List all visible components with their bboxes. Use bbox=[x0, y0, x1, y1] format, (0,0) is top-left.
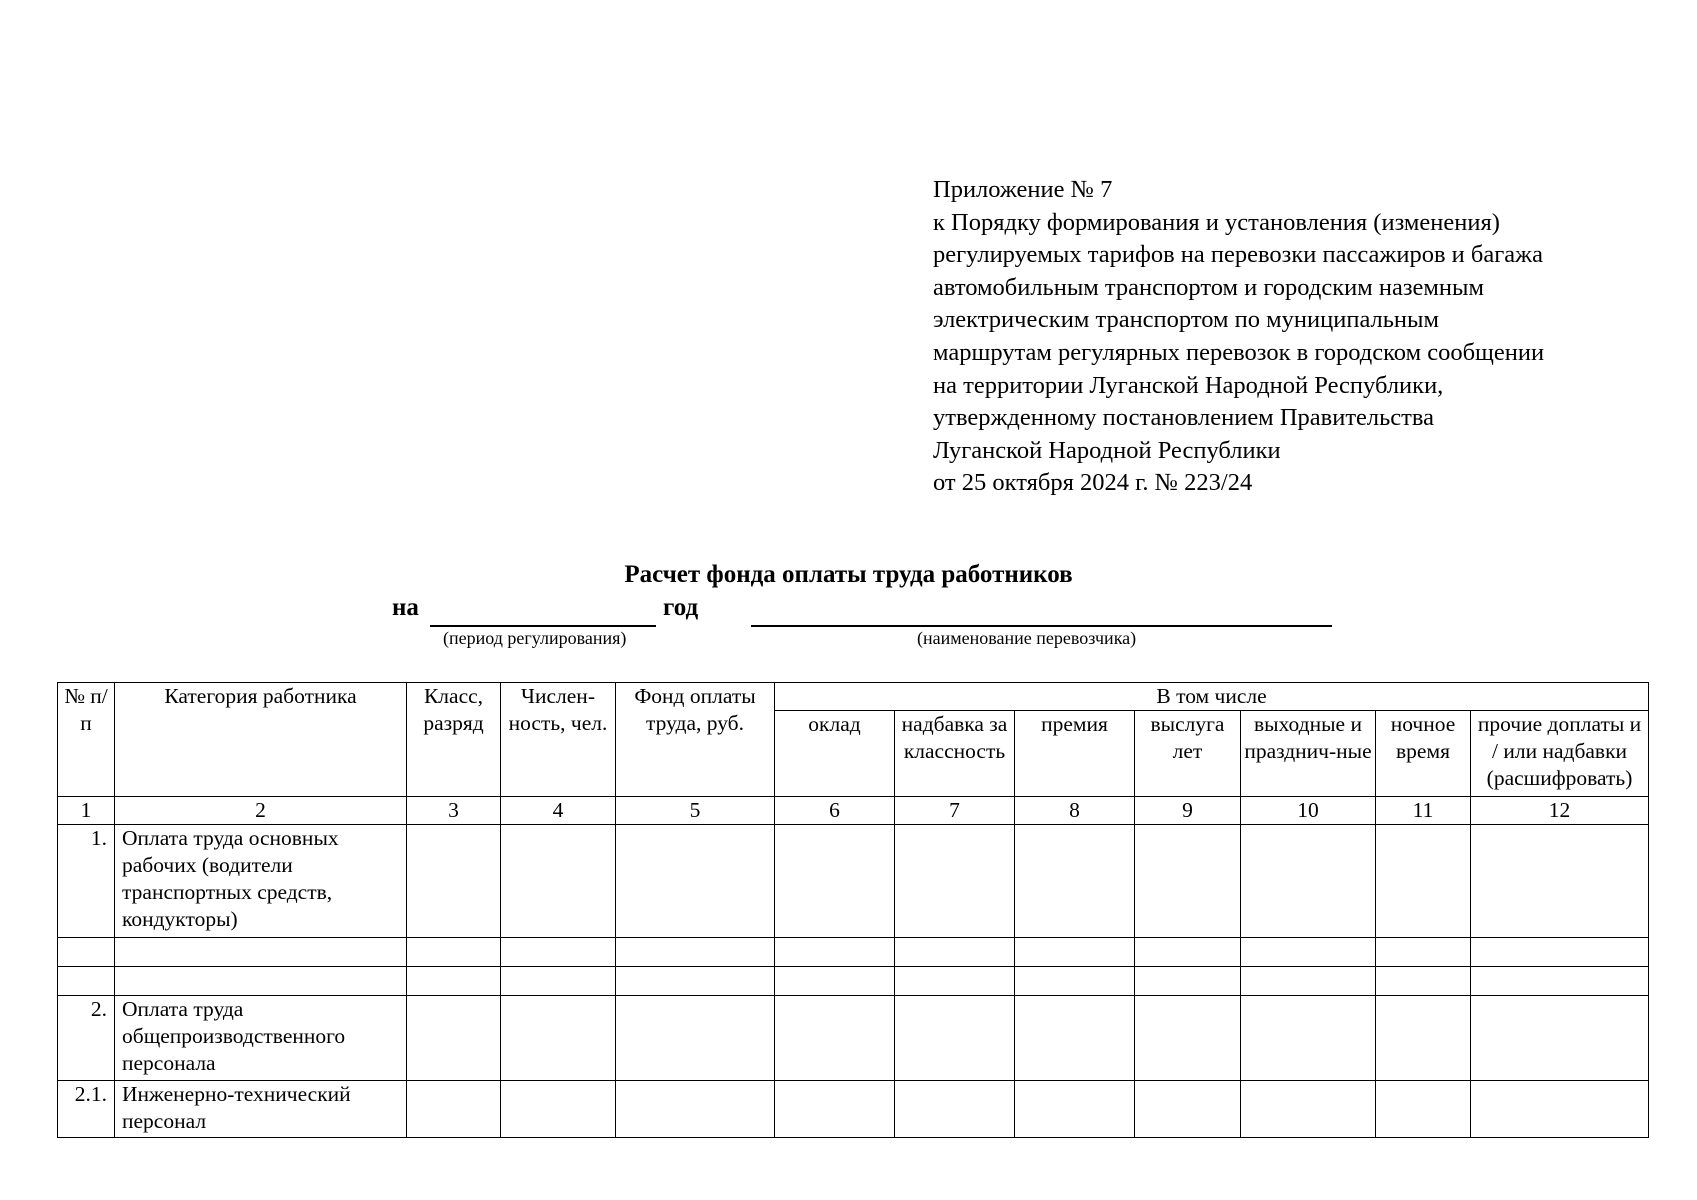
header-num: № п/п bbox=[58, 683, 115, 797]
table-cell bbox=[1135, 996, 1241, 1081]
table-cell bbox=[407, 1081, 501, 1138]
table-cell bbox=[1241, 996, 1376, 1081]
table-cell bbox=[616, 967, 775, 996]
table-cell bbox=[1015, 996, 1135, 1081]
row-num bbox=[58, 938, 115, 967]
header-other: прочие доплаты и / или надбавки (расшифровать) bbox=[1471, 711, 1649, 797]
header-class-bonus: надбавка за классность bbox=[895, 711, 1015, 797]
header-night: ночное время bbox=[1376, 711, 1471, 797]
payroll-table bbox=[57, 682, 1649, 1138]
column-number: 9 bbox=[1135, 797, 1241, 825]
table-cell bbox=[1241, 938, 1376, 967]
table-cell bbox=[407, 996, 501, 1081]
table-cell bbox=[501, 996, 616, 1081]
header-salary: оклад bbox=[775, 711, 895, 797]
table-cell bbox=[1135, 1081, 1241, 1138]
table-row bbox=[58, 825, 1649, 938]
table-cell bbox=[775, 996, 895, 1081]
table-cell bbox=[1015, 938, 1135, 967]
table-cell bbox=[407, 825, 501, 938]
table-cell bbox=[775, 967, 895, 996]
header-seniority: выслуга лет bbox=[1135, 711, 1241, 797]
table-cell bbox=[1135, 825, 1241, 938]
table-cell bbox=[895, 967, 1015, 996]
row-num: 2.1. bbox=[58, 1081, 115, 1138]
table-cell bbox=[1471, 967, 1649, 996]
table-cell bbox=[616, 938, 775, 967]
table-row bbox=[58, 996, 1649, 1081]
table-cell bbox=[1376, 996, 1471, 1081]
header-holidays: выходные и празднич-ные bbox=[1241, 711, 1376, 797]
table-cell bbox=[501, 825, 616, 938]
subtitle-prefix: на bbox=[392, 594, 419, 621]
row-category: Оплата труда общепроизводственного персонала bbox=[115, 996, 407, 1081]
period-blank-line bbox=[430, 625, 656, 627]
row-category: Инженерно-технический персонал bbox=[115, 1081, 407, 1138]
table-cell bbox=[895, 1081, 1015, 1138]
table-cell bbox=[1471, 1081, 1649, 1138]
table-cell bbox=[1015, 967, 1135, 996]
appendix-line: маршрутам регулярных перевозок в городском сообщении bbox=[933, 338, 1545, 366]
table-cell bbox=[407, 967, 501, 996]
table-row bbox=[58, 938, 1649, 967]
appendix-line: Приложение № 7 bbox=[933, 176, 1113, 203]
row-category bbox=[115, 938, 407, 967]
column-number: 4 bbox=[501, 797, 616, 825]
appendix-line: регулируемых тарифов на перевозки пассажиров и багажа bbox=[933, 241, 1543, 269]
table-row bbox=[58, 967, 1649, 996]
column-number: 10 bbox=[1241, 797, 1376, 825]
appendix-line: утвержденному постановлением Правительства bbox=[933, 404, 1434, 432]
table-cell bbox=[895, 825, 1015, 938]
appendix-line: на территории Луганской Народной Республики, bbox=[933, 371, 1444, 399]
table-cell bbox=[501, 938, 616, 967]
header-fund: Фонд оплаты труда, руб. bbox=[616, 683, 775, 797]
row-num: 2. bbox=[58, 996, 115, 1081]
table-cell bbox=[1376, 1081, 1471, 1138]
table-cell bbox=[1135, 967, 1241, 996]
table-cell bbox=[1471, 938, 1649, 967]
appendix-line: электрическим транспортом по муниципальным bbox=[933, 306, 1440, 334]
header-headcount: Числен-ность, чел. bbox=[501, 683, 616, 797]
header-class: Класс, разряд bbox=[407, 683, 501, 797]
table-cell bbox=[1015, 1081, 1135, 1138]
column-number: 8 bbox=[1015, 797, 1135, 825]
table-cell bbox=[1015, 825, 1135, 938]
table-cell bbox=[1135, 938, 1241, 967]
carrier-hint: (наименование перевозчика) bbox=[917, 628, 1137, 648]
document-title: Расчет фонда оплаты труда работников bbox=[624, 561, 1073, 588]
column-number: 12 bbox=[1471, 797, 1649, 825]
table-cell bbox=[775, 1081, 895, 1138]
table-cell bbox=[1241, 825, 1376, 938]
table-cell bbox=[1376, 938, 1471, 967]
row-category: Оплата труда основных рабочих (водители транспортных средств, кондукторы) bbox=[115, 825, 407, 938]
row-category bbox=[115, 967, 407, 996]
table-row bbox=[58, 1081, 1649, 1138]
appendix-line: автомобильным транспортом и городским наземным bbox=[933, 273, 1484, 301]
table-cell bbox=[501, 967, 616, 996]
table-cell bbox=[1471, 996, 1649, 1081]
carrier-blank-line bbox=[751, 625, 1332, 627]
header-category: Категория работника bbox=[115, 683, 407, 797]
appendix-line: от 25 октября 2024 г. № 223/24 bbox=[933, 469, 1253, 497]
table-cell bbox=[1471, 825, 1649, 938]
table-cell bbox=[895, 996, 1015, 1081]
table-cell bbox=[407, 938, 501, 967]
table-cell bbox=[895, 938, 1015, 967]
table-cell bbox=[1241, 967, 1376, 996]
table-cell bbox=[616, 825, 775, 938]
period-hint: (период регулирования) bbox=[443, 628, 627, 648]
table-cell bbox=[616, 1081, 775, 1138]
column-number: 2 bbox=[115, 797, 407, 825]
column-numbers-row bbox=[58, 797, 1649, 825]
table-cell bbox=[1376, 825, 1471, 938]
column-number: 6 bbox=[775, 797, 895, 825]
table-cell bbox=[1241, 1081, 1376, 1138]
table-cell bbox=[775, 938, 895, 967]
table-cell bbox=[501, 1081, 616, 1138]
table-cell bbox=[616, 996, 775, 1081]
header-including: В том числе bbox=[775, 683, 1649, 711]
appendix-line: Луганской Народной Республики bbox=[933, 436, 1281, 464]
row-num: 1. bbox=[58, 825, 115, 938]
column-number: 11 bbox=[1376, 797, 1471, 825]
column-number: 3 bbox=[407, 797, 501, 825]
header-premium: премия bbox=[1015, 711, 1135, 797]
row-num bbox=[58, 967, 115, 996]
column-number: 7 bbox=[895, 797, 1015, 825]
appendix-block bbox=[933, 174, 1544, 500]
table-cell bbox=[1376, 967, 1471, 996]
column-number: 1 bbox=[58, 797, 115, 825]
table-cell bbox=[775, 825, 895, 938]
subtitle-suffix: год bbox=[663, 594, 699, 621]
column-number: 5 bbox=[616, 797, 775, 825]
header-row bbox=[58, 683, 1649, 711]
appendix-line: к Порядку формирования и установления (изменения) bbox=[933, 208, 1500, 236]
